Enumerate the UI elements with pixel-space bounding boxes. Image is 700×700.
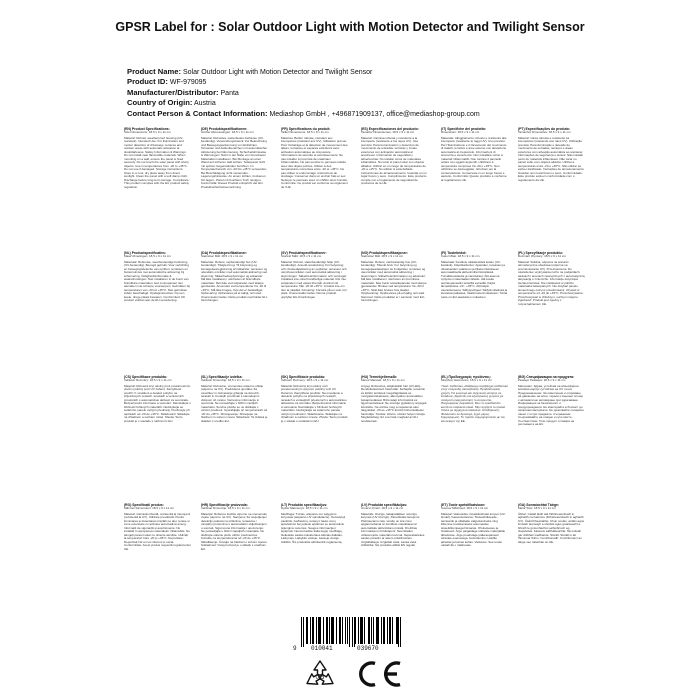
language-section <box>201 251 268 363</box>
section-dimensions: Tamaño/ Dimensiones: 18,5 x 9 x 11 cm <box>361 130 415 134</box>
section-body: Materiale: Robust, vejrbestandigt hus (UV-bestandigt). Tilsigtet brug: Til belysning og bevægelsesregistrering af indkørsler, terrasser og udendørs områder med automatisk aktivering ved skumring. Sikkerhedsoplysninger og advarsler: Må ikke installeres i nærheden af brændbare materialer. Rør ikke ved solpanelet med skarpe genstande. Anvendes ved temperaturer fra -20 til +45°C. Må ikke bruges, hvis det er beskadiget. Opbevaring: Opbevares på et køligt, tørt sted. Overensstemmelse: Dette produkt overholder EU-forordningen. <box>201 259 268 303</box>
barcode-digits-left: 010041 <box>311 645 333 652</box>
language-section <box>361 127 428 239</box>
language-section <box>518 375 585 487</box>
barcode-bar <box>358 617 359 644</box>
section-dimensions: Veľkosť/ Rozmery: 18,5 x 9 x 11 cm <box>281 378 329 382</box>
section-body: Material: Robust, weatherproof housing (UV-resistant). Intended Use: For illumination and motion detection of driveways, terraces and outdoor areas with automatic activation at dusk/darkness. Safety Information & Warnings: Do not install near flammable materials. When mounting on a wall, ensure the panel is fixed securely. Do not touch the solar panel with sharp objects. Use in temperatures from -20 to +45°C. Do not use if damaged. Storage instructions: Store in a cool, dry place away from direct sunlight. Clean the panel with a soft damp cloth. Discharge before long-term storage. Compliance: This product complies with the EU product safety regulation. <box>124 135 190 189</box>
section-header: (NL) Productspecificaties: <box>124 251 167 255</box>
section-header: (DE) Produktspezifikationen: <box>201 127 248 131</box>
section-header: (DA) Produktspecifikationer: <box>201 251 247 255</box>
info-value: Mediashop GmbH , +496871909137, office@mediashop-group.com <box>269 110 480 118</box>
section-body: Material: Robustes, wetterfestes Gehäuse (UV-beständig). Verwendungszweck: Zur Beleuchtung und Bewegungserkennung von Einfahrten, Terrassen und Außenbereichen mit automatischer Aktivierung bei Dämmerung. Sicherheitshinweise & Warnungen: Nicht in der Nähe von brennbaren Materialien installieren. Bei Montage an einer Wand auf sicheren Halt achten. Solarpanel nicht mit spitzen Gegenständen berühren. Im Temperaturbereich von -20 bis +45°C verwenden. Bei Beschädigung nicht verwenden. Lagerungshinweise: An einem kühlen, trockenen Ort lagern. Panel mit feuchtem Tuch reinigen. Konformität: Dieses Produkt entspricht der EU-Produktsicherheitsverordnung. <box>201 135 268 189</box>
section-header: (CS) Specifikace produktu: <box>124 375 168 379</box>
info-row <box>127 109 597 119</box>
section-dimensions: Μέγεθος/ Διαστάσεις: 18,5 x 9 x 11 cm <box>441 378 492 382</box>
section-body: Medžiaga: Tvirtas, atsparus oro sąlygoms korpusas (atsparus UV spinduliams). Numatytoji paskirtis: Įvažiavimų, terasų ir lauko zonų apšvietimui bei judesio aptikimui su automatiniu įsijungimu sutemus. Saugos informacija ir įspėjimai: Nemontuokite šalia degių medžiagų. Nelieskite saulės kolektoriaus aštriais daiktais. Laikymas: Laikykite vėsioje, sausoje vietoje. Atitiktis: Šis produktas atitinka ES reglamentą. <box>281 511 346 544</box>
section-dimensions: Maat/ Afmetingen: 18,5 x 9 x 11 cm <box>124 254 171 258</box>
language-section <box>361 251 428 363</box>
barcode-bar <box>329 617 330 644</box>
barcode-bar <box>352 617 353 647</box>
section-body: Material: Carcasa robusta y resistente a la intemperie (resistente a los rayos UV). Uso previsto: Para la iluminación y detección de movimiento de entradas, terrazas y zonas exteriores con activación automática al anochecer. Información de seguridad y advertencias: No instalar cerca de materiales inflamables. No tocar el panel solar con objetos afilados. Utilizar en un rango de temperaturas de -20 a +45°C. No utilizar si está dañado. Instrucciones de almacenamiento: Guardar en un lugar fresco y seco. Cumplimiento: Este producto cumple con el reglamento de seguridad de productos de la UE. <box>361 135 427 186</box>
section-body: Material: Carcasă robustă, rezistentă la intemperii (rezistentă la UV). Utilizare prevăzută: Pentru iluminarea și detectarea mișcării pe alei, terase și zone exterioare cu activare automată la amurg. Informații de siguranță și avertismente: Nu instalați în apropierea materialelor inflamabile. Nu atingeți panoul solar cu obiecte ascuțite. Utilizați la temperaturi între -20 și +45°C. Depozitare: Depozitați într-un loc răcoros și uscat. Conformitate: Acest produs respectă regulamentul UE. <box>124 511 191 551</box>
barcode-bar <box>390 617 391 644</box>
section-body: Matériau: Boîtier robuste, résistant aux intempéries (résistant aux UV). Utilisation prévue: Pour l'éclairage et la détection de mouvement des allées, terrasses et espaces extérieurs avec activation automatique au crépuscule. Informations de sécurité et avertissements: Ne pas installer à proximité de matériaux inflammables. Ne pas toucher le panneau solaire avec des objets pointus. Utiliser à des températures comprises entre -20 et +45°C. Ne pas utiliser si endommagé. Instructions de stockage: Conserver dans un endroit frais et sec. Nettoyer le panneau avec un chiffon doux humide. Conformité: Ce produit est conforme au règlement de l'UE. <box>281 135 348 189</box>
section-body: Material: Robustno, vremensko odporno ohišje (odporno na UV). Predvidena uporaba: Za osvetlitev in zaznavanje gibanja na dovozih, terasah in zunanjih površinah s samodejnim vklopom ob mraku. Varnostne informacije in opozorila: Ne nameščajte v bližini vnetljivih materialov. Sončne plošče se ne dotikajte z ostrimi predmeti. Uporabljajte pri temperaturah od -20 do +45°C. Shranjevanje: Shranjujte na hladnem in suhem mestu. Skladnost: Ta izdelek je skladen z uredbo EU. <box>201 383 268 423</box>
info-label: Contact Person & Contact Information: <box>127 108 268 118</box>
info-row <box>127 77 597 87</box>
language-section <box>281 251 348 363</box>
section-dimensions: Izmērs/ Izmēri: 18,5 x 9 x 11 cm <box>361 506 404 510</box>
language-section <box>361 503 428 615</box>
section-dimensions: Méid/ Toisí: 18.5 x 9 x 11 cm <box>518 506 556 510</box>
barcode-bar <box>362 617 363 644</box>
language-section <box>281 375 348 487</box>
section-header: (SL) Specifikacije izdelka: <box>201 375 243 379</box>
language-section <box>441 127 508 239</box>
barcode-digit-prefix: 9 <box>293 645 297 652</box>
section-header: (SK) Špecifikácie produktu: <box>281 375 326 379</box>
section-dimensions: Dydis/ Matmenys: 18,5 x 9 x 11 cm <box>281 506 328 510</box>
barcode-bar <box>333 617 334 644</box>
section-dimensions: Veličina/ Dimenzije: 18,5 x 9 x 11 cm <box>201 506 250 510</box>
section-header: (SV) Produktspecifikationer: <box>281 251 327 255</box>
barcode-bar <box>320 617 321 644</box>
language-section <box>124 251 191 363</box>
section-header: (EN) Product Specifications: <box>124 127 170 131</box>
language-section <box>124 503 191 615</box>
barcode-bar <box>373 617 374 644</box>
barcode-bar <box>371 617 372 644</box>
barcode-bar <box>316 617 317 644</box>
barcode-bars <box>301 617 401 644</box>
section-header: (PL) Specyfikacje produktu: <box>518 251 563 255</box>
barcode-bar <box>381 617 382 644</box>
barcode-bar <box>364 617 365 644</box>
section-header: (LT) Produkto specifikacijos: <box>281 503 328 507</box>
section-body: Υλικό: Ανθεκτικό, αδιάβροχο περίβλημα (ανθεκτικό στην υπεριώδη ακτινοβολία). Προβλεπόμενη χρήση: Για φωτισμό και ανίχνευση κίνησης σε εισόδους, βεράντες και εξωτερικούς χώρους με αυτόματη ενεργοποίηση το σούρουπο. Πληροφορίες ασφαλείας: Μην το εγκαθιστάτε κοντά σε εύφλεκτα υλικά. Μην αγγίζετε το ηλιακό πάνελ με αιχμηρά αντικείμενα. Αποθήκευση: Φυλάσσετε σε δροσερό, ξηρό μέρος. Συμμόρφωση: Το προϊόν συμμορφώνεται με τον κανονισμό της ΕΕ. <box>441 383 508 423</box>
section-dimensions: Rozmiar/ Wymiary: 18,5 x 9 x 11 cm <box>518 254 566 258</box>
section-dimensions: Velikost/ Rozměry: 18,5 x 9 x 11 cm <box>124 378 172 382</box>
section-header: (EL) Προδιαγραφές προϊόντος: <box>441 375 492 379</box>
barcode-bar <box>313 617 314 644</box>
language-section <box>281 127 348 239</box>
language-section <box>201 503 268 615</box>
section-body: Ábhar: Cásáil láidir atá frithsheasmhach in aghaidh na haimsire (frithsheasmhach in aghaidh UV). Úsáid bheartaithe: Chun cosáin, ardáin agus limistéir lasmuigh a shoilsiú agus gluaiseacht a bhrath le gníomhachtú uathoibríoch ag clapsholas. Faisnéis sábháilteachta: Ná suiteáil gar d'ábhair inadhainte. Stóráil: Stóráil in áit fhionnuar thirim. Comhlíonadh: Comhlíonann an táirge seo rialachán an AE. <box>518 511 585 544</box>
info-value: Solar Outdoor Light with Motion Detector and Twilight Sensor <box>182 69 373 76</box>
section-body: Materiaali: Kestävä, säänkestävä kotelo (UV-kestävä). Käyttötarkoitus: Ajoteiden, terassien ja ulkoalueiden valaisuun ja liiketunnistukseen automaattisella aktivoinnilla hämärässä. Turvallisuustiedot ja varoitukset: Älä asenna syttyvien materiaalien lähelle. Älä koske aurinkopaneeliin terävillä esineillä. Käytä lämpötiloissa -20 - +45°C. Älä käytä vaurioituneena. Säilytysohjeet: Säilytä viileässä ja kuivassa paikassa. Vaatimustenmukaisuus: Tämä tuote on EU-asetuksen mukainen. <box>441 259 508 299</box>
barcode-bar <box>369 617 370 644</box>
section-header: (HR) Specifikacije proizvoda: <box>201 503 248 507</box>
language-section <box>361 375 428 487</box>
section-dimensions: Méret/ Méretek: 18,5 x 9 x 11 cm <box>361 378 405 382</box>
language-section <box>518 127 585 239</box>
section-body: Материал: Здрав, устойчив на атмосферни влияния корпус (устойчив на UV лъчи). Предназначение: За осветление и откриване на движение на алеи, тераси и външни площи с автоматично активиране при здрачаване. Информация за безопасност и предупреждения: Не монтирайте в близост до запалими материали. Не докосвайте соларния панел с остри предмети. Съхранение: Съхранявайте на хладно и сухо място. Съответствие: Този продукт отговаря на регламента на ЕС. <box>518 383 584 427</box>
language-section <box>281 503 348 615</box>
barcode-bar <box>301 617 302 647</box>
section-header: (ET) Toote spetsifikatsioon: <box>441 503 486 507</box>
svg-text:0-3: 0-3 <box>315 675 325 681</box>
section-header: (HU) Termékjellemzők: <box>361 375 398 379</box>
section-body: Materiāls: Izturīgs, laikapstākļiem noturīgs korpuss (UV izturīgs). Paredzētais lietojums: Piebraucamo ceļu, terašu un āra zonu apgaismošanai un kustības noteikšanai ar automātisku aktivizēšanu krēslā. Drošības informācija un brīdinājumi: Neuzstādiet uzliesmojošu materiālu tuvumā. Nepieskarieties saules panelim ar asiem priekšmetiem. Uzglabāšana: Uzglabāt vēsā, sausā vietā. Atbilstība: Šis produkts atbilst ES regulai. <box>361 511 425 548</box>
barcode-bar <box>340 617 341 644</box>
info-label: Product ID: <box>127 77 168 87</box>
barcode-bar <box>303 617 304 647</box>
barcode-bar <box>323 617 324 644</box>
info-value: Austria <box>193 100 216 108</box>
section-header: (ES) Especificaciones del producto: <box>361 127 419 131</box>
section-body: Material: Caixa robusta e resistente às intempéries (resistente aos raios UV). Utilização prevista: Para iluminação e deteção de movimento de entradas, terraços e áreas exteriores com ativação automática ao anoitecer. Informações de segurança e avisos: Não instalar perto de materiais inflamáveis. Não tocar no painel solar com objetos afiados. Utilizar a temperaturas entre -20 e +45°C. Não utilizar se estiver danificado. Instruções de armazenamento: Guardar num local fresco e seco. Conformidade: Este produto está em conformidade com o regulamento da UE. <box>518 135 585 182</box>
section-body: Materiál: Robustný kryt odolný voči poveternostným vplyvom (odolný voči UV žiareniu). Zamýšľané použitie: Na osvetlenie a detekciu pohybu na príjazdových cestách, terasách a vonkajších priestoroch s automatickou aktiváciou za súmraku. Bezpečnostné informácie a varovania: Neinštalujte v blízkosti horľavých materiálov. Nedotýkajte sa solárneho panela ostrými predmetmi. Skladovanie: Skladujte na chladnom a suchom mieste. Zhoda: Tento produkt je v súlade s nariadením EÚ. <box>281 383 348 423</box>
section-dimensions: Koko/ Mitat: 18,5 x 9 x 11 cm <box>441 254 480 258</box>
barcode-bar <box>400 617 401 647</box>
translations-grid <box>124 127 585 587</box>
section-dimensions: Tamanho/ Dimensões: 18,5 x 9 x 11 cm <box>518 130 571 134</box>
info-label: Country of Origin: <box>127 98 193 108</box>
language-section <box>124 127 191 239</box>
language-section <box>518 503 585 615</box>
barcode-bar <box>398 617 399 647</box>
section-dimensions: Größe/ Abmessungen: 18,5 x 9 x 11 cm <box>201 130 254 134</box>
barcode-bar <box>378 617 379 644</box>
section-header: (FI) Tuotetiedot: <box>441 251 467 255</box>
barcode-digits-right: 039670 <box>357 645 379 652</box>
language-section <box>201 375 268 487</box>
info-label: Product Name: <box>127 67 182 76</box>
info-row <box>127 98 597 108</box>
section-header: (BG) Спецификации на продукта: <box>518 375 575 379</box>
barcode-bar <box>336 617 337 644</box>
section-body: Materiale: Robust, værbestandig hus (UV-bestandig). Tiltenkt bruk: For belysning og bevegelsesdeteksjon av innkjørsler, terrasser og uteområder med automatisk aktivering i skumringen. Sikkerhetsinformasjon og advarsler: Må ikke installeres i nærheten av brennbare materialer. Ikke berør solcellepanelet med skarpe gjenstander. Brukes ved temperaturer fra -20 til +45°C. Skal ikke brukes hvis skadet. Oppbevaring: Oppbevares på et kjølig, tørt sted. Samsvar: Dette produktet er i samsvar med EU-forordningen. <box>361 259 427 303</box>
section-dimensions: Dimensioni: 18,5 x 9 x 11 cm <box>441 130 480 134</box>
info-value: WF-979095 <box>169 79 207 87</box>
section-body: Material: Robust, väderbeständigt hölje (UV-beständigt). Avsedd användning: För belysning och rörelsedetektering av uppfarter, terrasser och utomhusområden med automatisk aktivering i skymningen. Säkerhetsinformation och varningar: Installera inte nära brandfarliga material. Rör inte solpanelen med vassa föremål. Använd vid temperaturer från -20 till +45°C. Använd inte om den är skadad. Förvaring: Förvara på en sval, torr plats. Överensstämmelse: Denna produkt uppfyller EU-förordningen. <box>281 259 348 299</box>
section-dimensions: Storlek/ Mått: 18,5 x 9 x 11 cm <box>281 254 322 258</box>
section-body: Materiale: Alloggiamento robusto e resistente alle intemperie (resistente ai raggi UV). Uso previsto: Per l'illuminazione e il rilevamento del movimento di vialetti, terrazze e aree esterne con attivazione automatica al crepuscolo. Informazioni di sicurezza e avvertenze: Non installare vicino a materiali infiammabili. Non toccare il pannello solare con oggetti appuntiti. Utilizzare a temperature comprese tra -20 e +45°C. Non utilizzare se danneggiato. Istruzioni per la conservazione: Conservare in un luogo fresco e asciutto. Conformità: Questo prodotto è conforme al regolamento UE. <box>441 135 507 182</box>
recycling-icon <box>302 656 338 692</box>
section-header: (PT) Especificações do produto: <box>518 127 570 131</box>
language-section <box>201 127 268 239</box>
barcode-bar <box>342 617 343 644</box>
language-section <box>441 503 508 615</box>
barcode-bar <box>384 617 385 644</box>
section-header: (RO) Specificații produs: <box>124 503 164 507</box>
section-header: (IT) Specifiche del prodotto: <box>441 127 487 131</box>
ce-mark-icon <box>354 660 404 688</box>
barcode-bar <box>327 617 328 644</box>
language-section <box>441 375 508 487</box>
section-header: (GA) Sonraíochtaí Táirge: <box>518 503 560 507</box>
section-dimensions: Mărime/ Dimensiuni: 18,5 x 9 x 11 cm <box>124 506 174 510</box>
section-dimensions: Størrelse/ Mål: 18,5 x 9 x 11 cm <box>361 254 404 258</box>
barcode-bar <box>355 617 356 644</box>
section-header: (LV) Produkta specifikācijas: <box>361 503 408 507</box>
barcode-bar <box>307 617 308 644</box>
language-section <box>518 251 585 363</box>
section-body: Materiál: Robustní kryt odolný proti povětrnostním vlivům (odolný proti UV záření). Zamýšlené použití: K osvětlení a detekci pohybu na příjezdových cestách, terasách a venkovních prostorách s automatickou aktivací za soumraku. Bezpečnostní informace a varování: Neinstalujte v blízkosti hořlavých materiálů. Nedotýkejte se solárního panelu ostrými předměty. Používejte při teplotách od -20 do +45°C. Skladování: Skladujte na chladném a suchém místě. Shoda: Tento produkt je v souladu s nařízením EU. <box>124 383 191 423</box>
info-label: Manufacturer/Distributor: <box>127 87 219 97</box>
barcode-bar <box>345 617 346 644</box>
info-value: Panta <box>220 89 239 97</box>
barcode-bar <box>387 617 388 644</box>
section-dimensions: Taille/ Dimensions: 18,5 x 9 x 11 cm <box>281 130 329 134</box>
section-dimensions: Velikost/ Dimenzije: 18,5 x 9 x 11 cm <box>201 378 250 382</box>
section-body: Materjal: Vastupidav, ilmastikukindel korpus (UV-kindel). Kasutusotstarve: Sissesõiduteede, terrasside ja välialade valgustamiseks ning liikumise tuvastamiseks automaatse sisselülitumisega hämaras. Ohutusteave ja hoiatused: Ärge paigaldage süttivate materjalide lähedusse. Ärge puudutage päikesepaneeli teravate esemetega. Hoiustamine: Hoidke jahedas ja kuivas kohas. Vastavus: See toode vastab EL-i määrusele. <box>441 511 506 548</box>
section-dimensions: Размер/ Размери: 18,5 x 9 x 11 cm <box>518 378 566 382</box>
barcode-bar <box>310 617 311 644</box>
language-section <box>441 251 508 363</box>
barcode-bar <box>392 617 393 644</box>
info-row <box>127 88 597 98</box>
section-header: (FR) Spécifications du produit: <box>281 127 331 131</box>
barcode-bar <box>347 617 348 644</box>
language-section <box>124 375 191 487</box>
section-dimensions: Suurus/ Mõõtmed: 18,5 x 9 x 11 cm <box>441 506 489 510</box>
section-dimensions: Størrelse/ Mål: 18,5 x 9 x 11 cm <box>201 254 244 258</box>
section-body: Anyag: Robusztus, időjárásálló ház (UV-álló). Rendeltetésszerű használat: Felhajtók, teraszok és kültéri területek megvilágítására és mozgásérzékelésére, alkonyatkor automatikus bekapcsolással. Biztonsági információk és figyelmeztetések: Ne szerelje gyúlékony anyagok közelébe. Ne érintse meg a napelemet éles tárgyakkal. -20 és +45°C közötti hőmérsékleten használja. Tárolás: Hűvös, száraz helyen tárolja. Megfelelőség: Ez a termék megfelel az EU rendeletnek. <box>361 383 427 423</box>
barcode-bar <box>349 617 350 647</box>
page-title: GPSR Label for : Solar Outdoor Light with Motion Detector and Twilight Sensor <box>115 20 585 34</box>
section-header: (NO) Produktspesifikasjoner: <box>361 251 408 255</box>
section-body: Materiaal: Robuuste, weerbestendige behuizing (UV-bestendig). Beoogd gebruik: Voor verlichting en bewegingsdetectie van opritten, terrassen en buitenruimtes met automatische activering bij schemering. Veiligheidsinformatie & waarschuwingen: Niet installeren in de buurt van brandbare materialen. Het zonnepaneel niet aanraken met scherpe voorwerpen. Gebruiken bij temperaturen van -20 tot +45°C. Niet gebruiken indien beschadigd. Opslaginstructies: Op een koele, droge plaats bewaren. Conformiteit: Dit product voldoet aan de EU-verordening. <box>124 259 190 303</box>
section-body: Materijal: Robusno kućište otporno na vremenske uvjete (otporno na UV). Namjena: Za osvjetljenje i detekciju pokreta na prilazima, terasama i vanjskim prostorima s automatskim uključivanjem u sumrak. Sigurnosne informacije i upozorenja: Ne postavljajte u blizini zapaljivih materijala. Ne dodirujte solarnu ploču oštrim predmetima. Koristite na temperaturama od -20 do +45°C. Skladištenje: Čuvajte na hladnom i suhom mjestu. Sukladnost: Ovaj proizvod je u skladu s uredbom EU. <box>201 511 268 551</box>
barcode <box>295 617 407 653</box>
product-info <box>127 67 597 119</box>
section-dimensions: Size/ Dimensions: 18.5 x 9 x 11 cm <box>124 130 171 134</box>
section-body: Materiał: Solidna, odporna na warunki atmosferyczne obudowa (odporna na promieniowanie UV). Przeznaczenie: Do oświetlenia i wykrywania ruchu na podjazdach, tarasach i terenach zewnętrznych z automatyczną aktywacją o zmierzchu. Informacje dotyczące bezpieczeństwa: Nie instalować w pobliżu materiałów łatwopalnych. Nie dotykać panelu słonecznego ostrymi przedmiotami. Używać w temperaturze od -20 do +45°C. Przechowywanie: Przechowywać w chłodnym, suchym miejscu. Zgodność: Produkt jest zgodny z rozporządzeniem UE. <box>518 259 585 306</box>
info-row <box>127 67 597 77</box>
